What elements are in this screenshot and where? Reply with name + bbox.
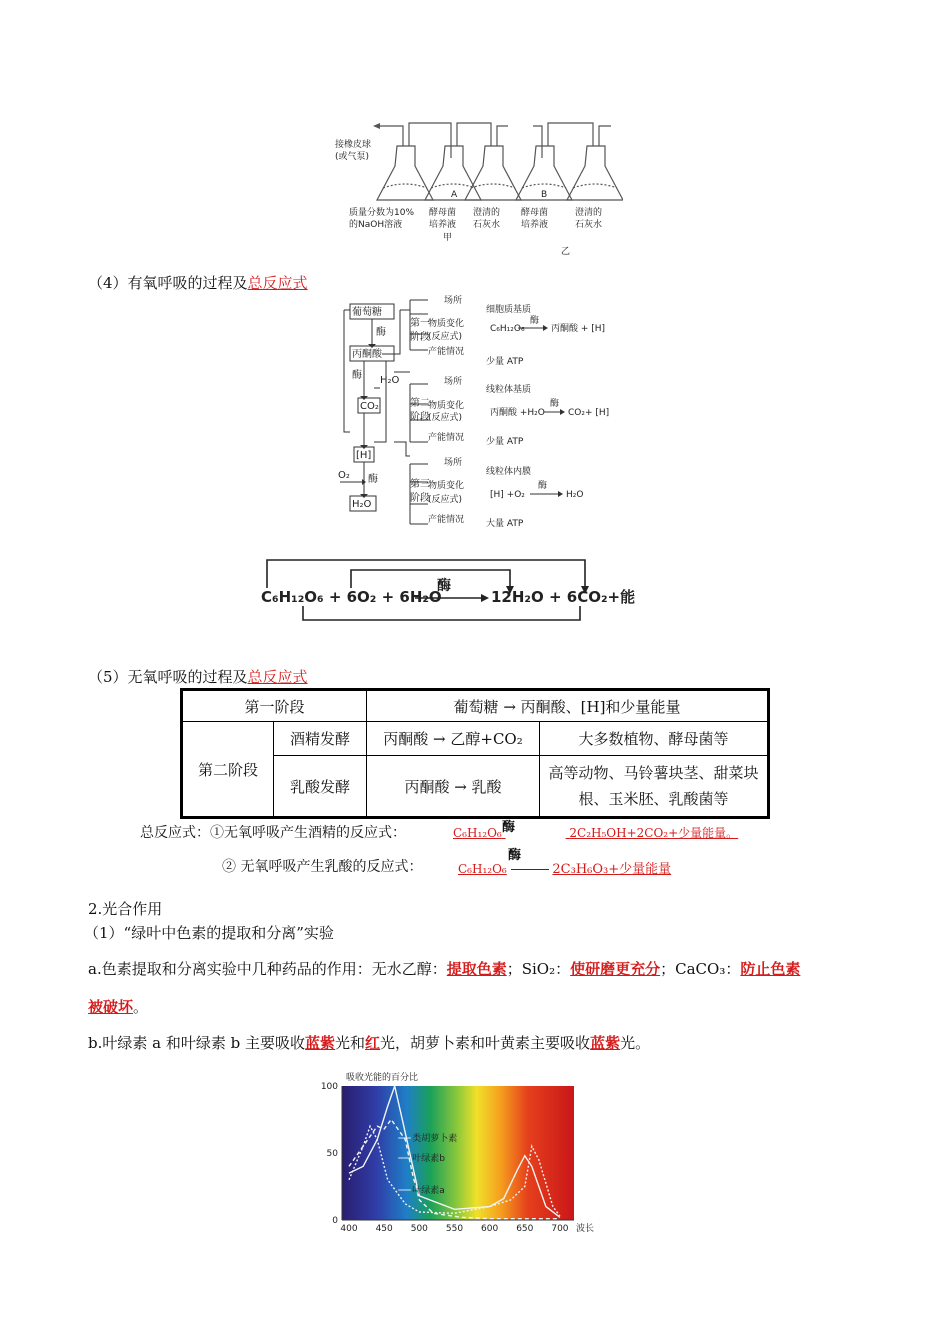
flask-label: 酵母菌	[429, 208, 457, 218]
series-label: 叶绿素b	[412, 1154, 446, 1164]
x-tick-label: 500	[410, 1224, 428, 1234]
x-tick-label: 550	[445, 1224, 464, 1234]
tube	[548, 123, 593, 146]
enzyme-label: 酶	[352, 370, 362, 381]
group-jia: 甲	[443, 233, 453, 243]
flask-label: 培养液	[521, 220, 549, 230]
x-tick-label: 650	[516, 1224, 534, 1234]
flask-letter-b: B	[541, 190, 548, 200]
inlet-label-1: 接橡皮球	[335, 140, 372, 150]
svg-text:线粒体基质: 线粒体基质	[486, 385, 532, 395]
flask-naoh	[377, 146, 433, 200]
series-label: 类胡萝卜素	[412, 1134, 458, 1144]
svg-text:线粒体内膜: 线粒体内膜	[486, 467, 532, 477]
flask-label: 培养液	[429, 220, 457, 230]
svg-text:丙酮酸 + [H]: 丙酮酸 + [H]	[551, 324, 606, 334]
flask-label: 澄清的	[473, 208, 501, 218]
box-co2: CO₂	[360, 401, 379, 412]
x-tick-label: 700	[551, 1224, 569, 1234]
anaerobic-table	[180, 688, 770, 819]
table-cell: 乳酸发酵	[274, 756, 367, 818]
total-aerobic-equation	[255, 552, 635, 624]
apparatus-figure	[333, 118, 623, 260]
svg-text:第二: 第二	[410, 398, 430, 409]
svg-text:酶: 酶	[538, 481, 548, 491]
anaerobic-eq-2: C₆H₁₂O₆ 2C₃H₆O₃+少量能量	[458, 862, 672, 877]
svg-text:(反应式): (反应式)	[428, 495, 463, 505]
tube	[378, 126, 403, 146]
enzyme-label: 酶	[502, 820, 516, 835]
experiment-heading: （1）“绿叶中色素的提取和分离”实验	[84, 924, 334, 942]
svg-text:阶段: 阶段	[410, 332, 430, 343]
inlet-label-2: (或气泵)	[335, 152, 370, 162]
svg-text:产能情况: 产能情况	[428, 433, 465, 443]
box-h: [H]	[356, 450, 372, 461]
svg-text:CO₂+ [H]: CO₂+ [H]	[568, 408, 610, 418]
table-cell: 葡萄糖 → 丙酮酸、[H]和少量能量	[367, 690, 769, 722]
svg-text:C₆H₁₂O₆: C₆H₁₂O₆	[490, 324, 525, 334]
aerobic-svg	[338, 292, 618, 532]
table-cell: 高等动物、马铃薯块茎、甜菜块 根、玉米胚、乳酸菌等	[540, 756, 769, 818]
total-equation-link[interactable]: 总反应式	[247, 274, 308, 292]
svg-text:第三: 第三	[410, 479, 430, 490]
svg-text:酶: 酶	[530, 316, 540, 326]
table-cell: 第一阶段	[182, 690, 367, 722]
paragraph-a-cont: 被破坏。	[88, 998, 149, 1016]
paragraph-b: b.叶绿素 a 和叶绿素 b 主要吸收蓝紫光和红光，胡萝卜素和叶黄素主要吸收蓝紫光。	[88, 1034, 651, 1052]
enzyme-label: 酶	[508, 848, 522, 863]
anaerobic-eq-line-2: ② 无氧呼吸产生乳酸的反应式：	[222, 859, 423, 875]
aerobic-diagram	[338, 292, 618, 532]
series-label: 叶绿素a	[412, 1186, 445, 1196]
tube	[457, 123, 491, 146]
flask-label: 的NaOH溶液	[349, 220, 403, 230]
total-equation-link[interactable]: 总反应式	[247, 668, 308, 686]
flask-label: 质量分数为10%	[349, 208, 415, 218]
svg-text:(反应式): (反应式)	[428, 332, 463, 342]
flask-label: 石灰水	[473, 220, 501, 230]
svg-text:产能情况: 产能情况	[428, 515, 465, 525]
absorption-chart	[314, 1068, 604, 1243]
svg-text:细胞质基质: 细胞质基质	[486, 305, 532, 315]
tube	[533, 126, 542, 158]
tube	[599, 126, 611, 146]
x-tick-label: 400	[340, 1224, 358, 1234]
svg-text:物质变化: 物质变化	[428, 319, 465, 329]
flask-letter-a: A	[451, 190, 458, 200]
svg-text:产能情况: 产能情况	[428, 347, 465, 357]
arrow-icon	[511, 869, 549, 870]
svg-text:阶段: 阶段	[410, 412, 430, 423]
svg-text:[H] +O₂: [H] +O₂	[490, 490, 525, 500]
y-tick-label: 0	[332, 1216, 338, 1226]
flask-lime-2	[567, 146, 623, 200]
chart-title: 吸收光能的百分比	[346, 1073, 419, 1083]
svg-text:物质变化: 物质变化	[428, 481, 465, 491]
section-4-heading: （4）有氧呼吸的过程及总反应式	[88, 274, 308, 292]
svg-text:物质变化: 物质变化	[428, 401, 465, 411]
svg-text:丙酮酸 +H₂O: 丙酮酸 +H₂O	[490, 408, 545, 418]
box-pyruvate: 丙酮酸	[352, 349, 382, 360]
eq-enzyme: 酶	[437, 578, 451, 594]
table-cell: 第二阶段	[182, 722, 274, 818]
table-cell: 丙酮酸 → 乳酸	[367, 756, 540, 818]
section-5-heading: （5）无氧呼吸的过程及总反应式	[88, 668, 308, 686]
flask-label: 石灰水	[575, 220, 603, 230]
flask-label: 酵母菌	[521, 208, 549, 218]
svg-text:H₂O: H₂O	[566, 490, 584, 500]
x-tick-label: 450	[375, 1224, 393, 1234]
svg-text:阶段: 阶段	[410, 493, 430, 504]
x-tick-label: 600	[481, 1224, 499, 1234]
arrow-icon	[373, 123, 380, 129]
svg-text:(反应式): (反应式)	[428, 413, 463, 423]
svg-text:少量 ATP: 少量 ATP	[486, 437, 524, 447]
svg-text:场所: 场所	[444, 296, 463, 306]
y-tick-label: 100	[320, 1082, 338, 1092]
eq-right: 12H₂O + 6CO₂+能量	[491, 588, 635, 606]
svg-text:大量 ATP: 大量 ATP	[486, 519, 524, 529]
table-cell: 酒精发酵	[274, 722, 367, 756]
enzyme-label: 酶	[368, 474, 378, 485]
paragraph-a: a.色素提取和分离实验中几种药品的作用：无水乙醇：提取色素；SiO₂：使研磨更充分；CaCO₃：防止色素	[88, 960, 801, 978]
photosynthesis-title: 2.光合作用	[88, 900, 163, 918]
anaerobic-eq-1: C₆H₁₂O₆ 2C₂H₅OH+2CO₂+少量能量。	[453, 826, 739, 840]
absorption-chart-svg	[314, 1068, 604, 1243]
box-glucose: 葡萄糖	[352, 307, 382, 318]
svg-text:第一: 第一	[410, 318, 430, 329]
svg-text:少量 ATP: 少量 ATP	[486, 357, 524, 367]
y-tick-label: 50	[326, 1149, 338, 1159]
h2o-label: H₂O	[380, 375, 400, 386]
group-yi: 乙	[561, 247, 571, 257]
flask-lime-1	[465, 146, 521, 200]
svg-text:场所: 场所	[444, 458, 463, 468]
enzyme-label: 酶	[376, 327, 386, 338]
svg-text:酶: 酶	[550, 399, 560, 409]
table-cell: 大多数植物、酵母菌等	[540, 722, 769, 756]
flask-label: 澄清的	[575, 208, 603, 218]
eq-left: C₆H₁₂O₆ + 6O₂ + 6H₂O	[261, 588, 442, 606]
tube	[497, 126, 508, 146]
svg-text:场所: 场所	[444, 377, 463, 387]
apparatus-svg	[333, 118, 623, 260]
box-water: H₂O	[352, 499, 372, 510]
o2-label: O₂	[338, 470, 350, 481]
table-cell: 丙酮酸 → 乙醇+CO₂	[367, 722, 540, 756]
anaerobic-eq-line-1: 总反应式：①无氧呼吸产生酒精的反应式：	[140, 825, 406, 841]
x-axis-label: 波长	[576, 1224, 595, 1234]
spectrum-background	[342, 1086, 574, 1220]
